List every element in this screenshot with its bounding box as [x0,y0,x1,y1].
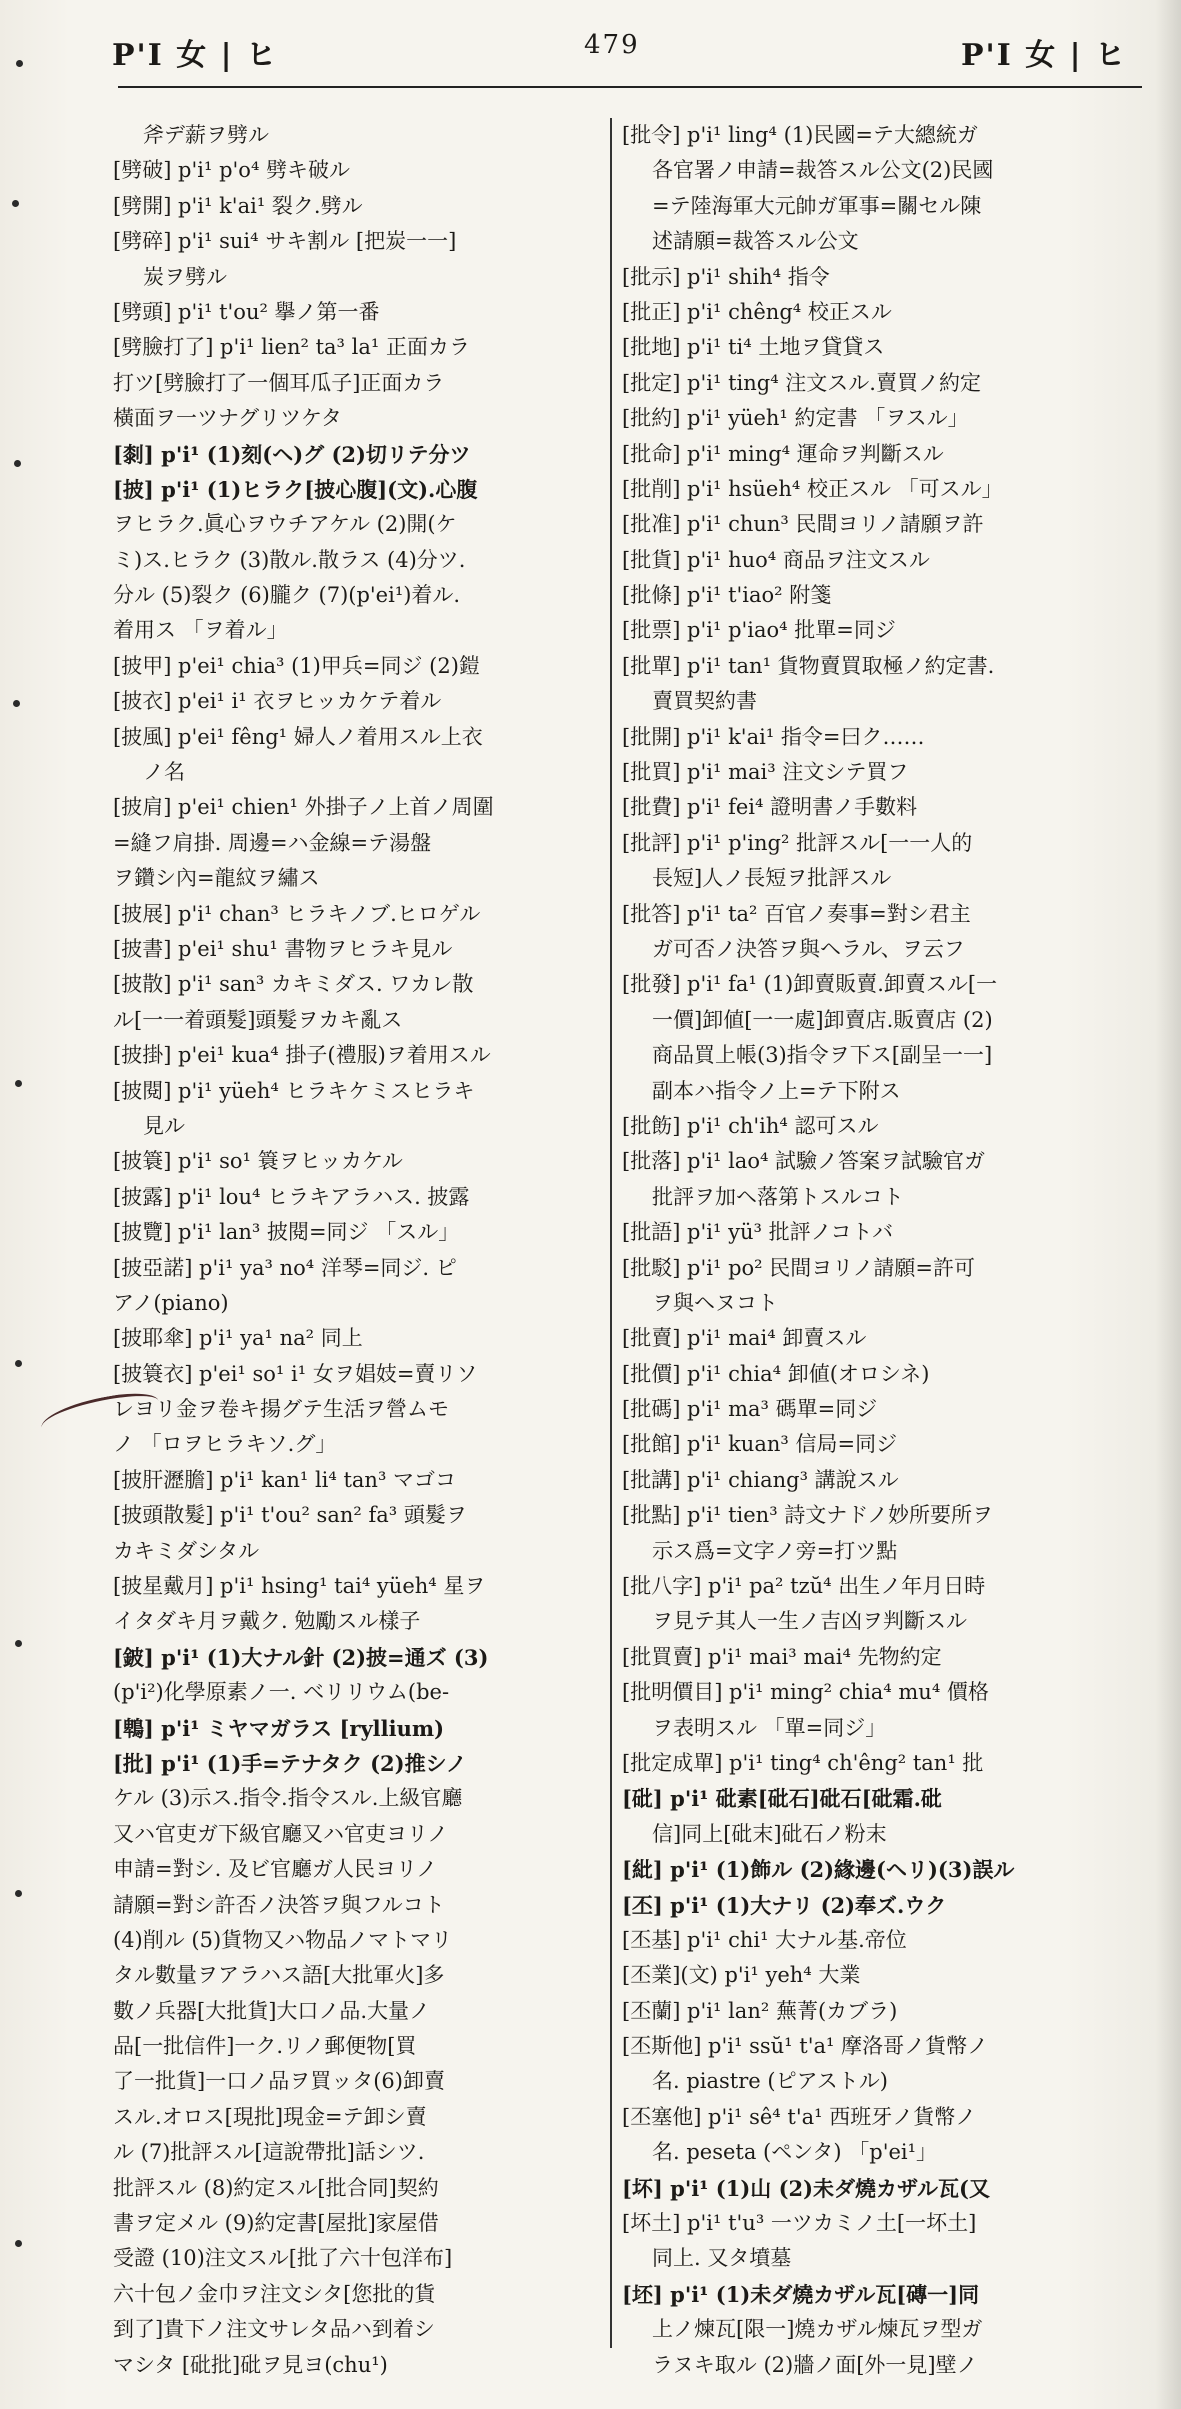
entry-line: アノ(piano) [113,1290,229,1315]
entry-line: 名. peseta (ペンタ) 「p'ei¹」 [652,2140,938,2165]
entry-line: 到了]貴下ノ注文サレタ品ハ到着シ [113,2317,435,2342]
entry-line: ラヌキ取ル (2)牆ノ面[外一見]壁ノ [652,2352,978,2377]
margin-mark [15,1360,22,1367]
entry-line: [批貨] p'i¹ huo⁴ 商品ヲ注文スル [622,547,930,572]
entry-line: [批館] p'i¹ kuan³ 信局=同ジ [622,1432,898,1457]
entry-line: [批令] p'i¹ ling⁴ (1)民國=テ大總統ガ [622,123,978,147]
entry-line: [披閱] p'i¹ yüeh⁴ ヒラキケミスヒラキ [113,1078,475,1103]
entry-line: [批定] p'i¹ ting⁴ 注文スル.賣買ノ約定 [622,370,981,395]
entry-line: [坏土] p'i¹ t'u³ 一ツカミノ土[一坏土] [622,2211,977,2236]
entry-line: 上ノ煉瓦[限一]燒カザル煉瓦ヲ型ガ [652,2317,983,2342]
entry-line: ノ 「ロヲヒラキソ.グ」 [113,1432,337,1457]
entry-line: [劈臉打了] p'i¹ lien² ta³ la¹ 正面カラ [113,335,470,360]
entry-line: ガ可否ノ決答ヲ與ヘラル、ヲ云フ [652,936,965,961]
page-number: 479 [584,30,640,60]
entry-line: [批命] p'i¹ ming⁴ 運命ヲ判斷スル [622,441,944,466]
entry-line: (4)削ル (5)貨物又ハ物品ノマトマリ [113,1927,453,1952]
entry-line: [劈碎] p'i¹ sui⁴ サキ割ル [把炭一一] [113,229,457,254]
entry-line: ヲ鑽シ內=龍紋ヲ繡ス [113,866,320,891]
entry-line: [披簑] p'i¹ so¹ 簑ヲヒッカケル [113,1149,403,1174]
entry-line: 炭ヲ劈ル [143,264,227,289]
entry-line: イタダキ月ヲ戴ク. 勉勵スル樣子 [113,1609,421,1634]
entry-line: 六十包ノ金巾ヲ注文シタ[您批的貨 [113,2281,436,2306]
entry-line: [披肝瀝膽] p'i¹ kan¹ li⁴ tan³ マゴコ [113,1467,457,1492]
entry-line: 述請願=裁答スル公文 [652,229,859,254]
entry-line: [披肩] p'ei¹ chien¹ 外掛子ノ上首ノ周圍 [113,795,494,820]
entry-line: [批駁] p'i¹ po² 民間ヨリノ請願=許可 [622,1255,976,1280]
entry-line: ヲ與ヘヌコト [652,1290,778,1315]
entry-line: [披掛] p'ei¹ kua⁴ 掛子(禮服)ヲ着用スル [113,1043,491,1068]
page-edge-shadow [1155,0,1181,2409]
entry-line: 受證 (10)注文スル[批了六十包洋布] [113,2246,453,2271]
entry-line: [披露] p'i¹ lou⁴ ヒラキアラハス. 披露 [113,1184,470,1209]
entry-line: [批落] p'i¹ lao⁴ 試驗ノ答案ヲ試驗官ガ [622,1149,986,1174]
entry-line: [紕] p'i¹ (1)飾ル (2)緣邊(ヘリ)(3)誤ル [622,1857,1015,1883]
entry-line: 同上. 又タ墳墓 [652,2246,792,2271]
entry-line: [丕蘭] p'i¹ lan² 蕪菁(カブラ) [622,1998,898,2023]
entry-line: [披書] p'ei¹ shu¹ 書物ヲヒラキ見ル [113,936,453,961]
entry-line: [鈹] p'i¹ (1)大ナル針 (2)披=通ズ (3) [113,1644,489,1670]
entry-line: (p'i²)化學原素ノ一. ベリリウム(be- [113,1680,450,1705]
entry-line: [批八字] p'i¹ pa² tzŭ⁴ 出生ノ年月日時 [622,1574,986,1599]
left-column [113,118,598,2377]
entry-line: 了一批貨]一口ノ品ヲ買ッタ(6)卸賣 [113,2069,445,2094]
entry-line: [批答] p'i¹ ta² 百官ノ奏事=對シ君主 [622,901,971,926]
entry-line: [披頭散髮] p'i¹ t'ou² san² fa³ 頭髮ヲ [113,1503,467,1528]
entry-line: ル (7)批評スル[這說帶批]話シツ. [113,2140,425,2165]
margin-mark [15,1640,22,1647]
entry-line: 數ノ兵器[大批貨]大口ノ品.大量ノ [113,1998,431,2023]
margin-mark [16,60,23,67]
entry-line: レヨリ金ヲ卷キ揚グテ生活ヲ營ムモ [113,1397,449,1422]
entry-line: ケル (3)示ス.指令.指令スル.上級官廳 [113,1786,463,1811]
entry-line: [批碼] p'i¹ ma³ 碼單=同ジ [622,1397,878,1422]
entry-line: [丕業](文) p'i¹ yeh⁴ 大業 [622,1963,861,1988]
entry-line: [批發] p'i¹ fa¹ (1)卸賣販賣.卸賣スル[一 [622,972,998,997]
entry-line: [劈頭] p'i¹ t'ou² 擧ノ第一番 [113,299,380,324]
entry-line: [披衣] p'ei¹ i¹ 衣ヲヒッカケテ着ル [113,689,442,714]
entry-line: [披展] p'i¹ chan³ ヒラキノブ.ヒロゲル [113,901,481,926]
entry-line: [批定成單] p'i¹ ting⁴ ch'êng² tan¹ 批 [622,1750,984,1775]
margin-mark [15,2240,22,2247]
entry-line: タル數量ヲアラハス語[大批軍火]多 [113,1963,445,1988]
entry-line: [丕塞他] p'i¹ sê⁴ t'a¹ 西班牙ノ貨幣ノ [622,2104,977,2129]
right-column [622,118,1147,2377]
left-guide-header: P'I 女 | ヒ [112,38,279,73]
entry-line: [丕斯他] p'i¹ ssŭ¹ t'a¹ 摩洛哥ノ貨幣ノ [622,2034,989,2059]
entry-line: [批單] p'i¹ tan¹ 貨物賣買取極ノ約定書. [622,653,995,678]
margin-mark [14,460,21,467]
entry-line: [鵯] p'i¹ ミヤマガラス [ryllium) [113,1715,445,1741]
entry-line: [丕基] p'i¹ chi¹ 大ナル基.帝位 [622,1927,907,1952]
entry-line: 示ス爲=文字ノ旁=打ツ點 [652,1538,898,1563]
entry-line: [披覽] p'i¹ lan³ 披閱=同ジ 「スル」 [113,1220,460,1245]
entry-line: ヲ見テ其人一生ノ吉凶ヲ判斷スル [652,1609,967,1634]
entry-line: カキミダシタル [113,1538,260,1563]
entry-line: ヲ表明スル 「單=同ジ」 [652,1715,887,1740]
entry-line: [批費] p'i¹ fei⁴ 證明書ノ手數料 [622,795,918,820]
entry-line: 批評ヲ加ヘ落第トスルコト [652,1184,904,1209]
entry-line: [㓼] p'i¹ (1)刻(ヘ)グ (2)切リテ分ツ [113,441,471,467]
entry-line: 申請=對シ. 及ビ官廳ガ人民ヨリノ [113,1857,438,1882]
entry-line: [披簑衣] p'ei¹ so¹ i¹ 女ヲ娼妓=賣リソ [113,1361,478,1386]
entry-line: [批賣] p'i¹ mai⁴ 卸賣スル [622,1326,867,1351]
entry-line: [劈開] p'i¹ k'ai¹ 裂ク.劈ル [113,193,363,218]
entry-line: [批評] p'i¹ p'ing² 批評スル[一一人的 [622,830,973,855]
entry-line: [披散] p'i¹ san³ カキミダス. ワカレ散 [113,972,474,997]
entry-line: 着用ス 「ヲ着ル」 [113,618,288,643]
entry-line: 分ル (5)裂ク (6)朧ク (7)(p'ei¹)着ル. [113,583,461,608]
entry-line: スル.オロス[現批]現金=テ卸シ賣 [113,2104,427,2129]
entry-line: 批評スル (8)約定スル[批合同]契約 [113,2175,439,2200]
entry-line: [批講] p'i¹ chiang³ 講說スル [622,1467,899,1492]
entry-line: [披甲] p'ei¹ chia³ (1)甲兵=同ジ (2)鎧 [113,653,480,678]
entry-line: ノ名 [143,760,185,785]
column-divider [610,118,612,2348]
entry-line: [批飭] p'i¹ ch'ih⁴ 認可スル [622,1113,879,1138]
right-guide-header: P'I 女 | ヒ [960,38,1127,73]
margin-mark [12,200,19,207]
entry-line: ミ)ス.ヒラク (3)散ル.散ラス (4)分ツ. [113,547,466,572]
entry-line: [披耶傘] p'i¹ ya¹ na² 同上 [113,1326,363,1351]
entry-line: =縫フ肩掛. 周邊=ハ金線=テ湯盤 [113,830,432,855]
entry-line: [丕] p'i¹ (1)大ナリ (2)奉ズ.ウク [622,1892,947,1918]
entry-line: 一價]卸値[一一處]卸賣店.販賣店 (2) [652,1007,993,1032]
entry-line: ル[一一着頭髮]頭髮ヲカキ亂ス [113,1007,403,1032]
entry-line: 名. piastre (ピアストル) [652,2069,888,2094]
entry-line: 見ル [143,1113,185,1138]
entry-line: 各官署ノ申請=裁答スル公文(2)民國 [652,158,994,183]
entry-line: 橫面ヲ一ツナグリツケタ [113,406,342,431]
entry-line: [批約] p'i¹ yüeh¹ 約定書 「ヲスル」 [622,406,969,431]
entry-line: 書ヲ定メル (9)約定書[屋批]家屋借 [113,2211,439,2236]
entry-line: [披] p'i¹ (1)ヒラク[披心腹](文).心腹 [113,476,478,502]
entry-line: [批正] p'i¹ chêng⁴ 校正スル [622,299,892,324]
entry-line: 信]同上[砒末]砒石ノ粉末 [652,1821,887,1846]
entry-line: [批買賣] p'i¹ mai³ mai⁴ 先物約定 [622,1644,942,1669]
entry-line: [批價] p'i¹ chia⁴ 卸値(オロシネ) [622,1361,930,1386]
entry-line: [坯] p'i¹ (1)未ダ燒カザル瓦[磚一]同 [622,2281,980,2307]
entry-line: [批示] p'i¹ shih⁴ 指令 [622,264,830,289]
entry-line: [批削] p'i¹ hsüeh⁴ 校正スル 「可スル」 [622,476,1003,501]
entry-line: [批] p'i¹ (1)手=テナタク (2)推シノ [113,1750,467,1776]
entry-line: 請願=對シ許否ノ決答ヲ與フルコト [113,1892,445,1917]
entry-line: ヲヒラク.眞心ヲウチアケル (2)開(ケ [113,512,457,537]
entry-line: [批明價目] p'i¹ ming² chia⁴ mu⁴ 價格 [622,1680,989,1705]
header-rule [118,86,1142,88]
entry-line: [批買] p'i¹ mai³ 注文シテ買フ [622,760,909,785]
margin-mark [13,700,20,707]
entry-line: [劈破] p'i¹ p'o⁴ 劈キ破ル [113,158,351,183]
entry-line: =テ陸海軍大元帥ガ軍事=關セル陳 [652,193,982,218]
entry-line: [披風] p'ei¹ fêng¹ 婦人ノ着用スル上衣 [113,724,483,749]
entry-line: [披星戴月] p'i¹ hsing¹ tai⁴ yüeh⁴ 星ヲ [113,1574,486,1599]
entry-line: 打ツ[劈臉打了一個耳瓜子]正面カラ [113,370,445,395]
entry-line: 斧デ薪ヲ劈ル [143,123,269,147]
entry-line: [批地] p'i¹ ti⁴ 土地ヲ貸貸ス [622,335,885,360]
entry-line: [批票] p'i¹ p'iao⁴ 批單=同ジ [622,618,896,643]
entry-line: 副本ハ指令ノ上=テ下附ス [652,1078,901,1103]
entry-line: 商品買上帳(3)指令ヲ下ス[副呈一一] [652,1043,993,1068]
entry-line: [坏] p'i¹ (1)山 (2)未ダ燒カザル瓦(又 [622,2175,990,2201]
entry-line: 又ハ官吏ガ下級官廳又ハ官吏ヨリノ [113,1821,449,1846]
margin-mark [15,1080,22,1087]
entry-line: [批語] p'i¹ yü³ 批評ノコトバ [622,1220,894,1245]
entry-line: 長短]人ノ長短ヲ批評スル [652,866,892,891]
entry-line: [砒] p'i¹ 砒素[砒石]砒石[砒霜.砒 [622,1786,942,1812]
entry-line: マシタ [砒批]砒ヲ見ヨ(chu¹) [113,2352,388,2377]
entry-line: 品[一批信件]一ク.リノ郵便物[買 [113,2034,417,2059]
entry-line: [批准] p'i¹ chun³ 民間ヨリノ請願ヲ許 [622,512,984,537]
entry-line: [批條] p'i¹ t'iao² 附箋 [622,583,832,608]
entry-line: 賣買契約書 [652,689,757,714]
entry-line: [披亞諾] p'i¹ ya³ no⁴ 洋琴=同ジ. ピ [113,1255,457,1280]
margin-mark [15,1890,22,1897]
entry-line: [批開] p'i¹ k'ai¹ 指令=曰ク…… [622,724,925,749]
entry-line: [批點] p'i¹ tien³ 詩文ナドノ妙所要所ヲ [622,1503,994,1528]
